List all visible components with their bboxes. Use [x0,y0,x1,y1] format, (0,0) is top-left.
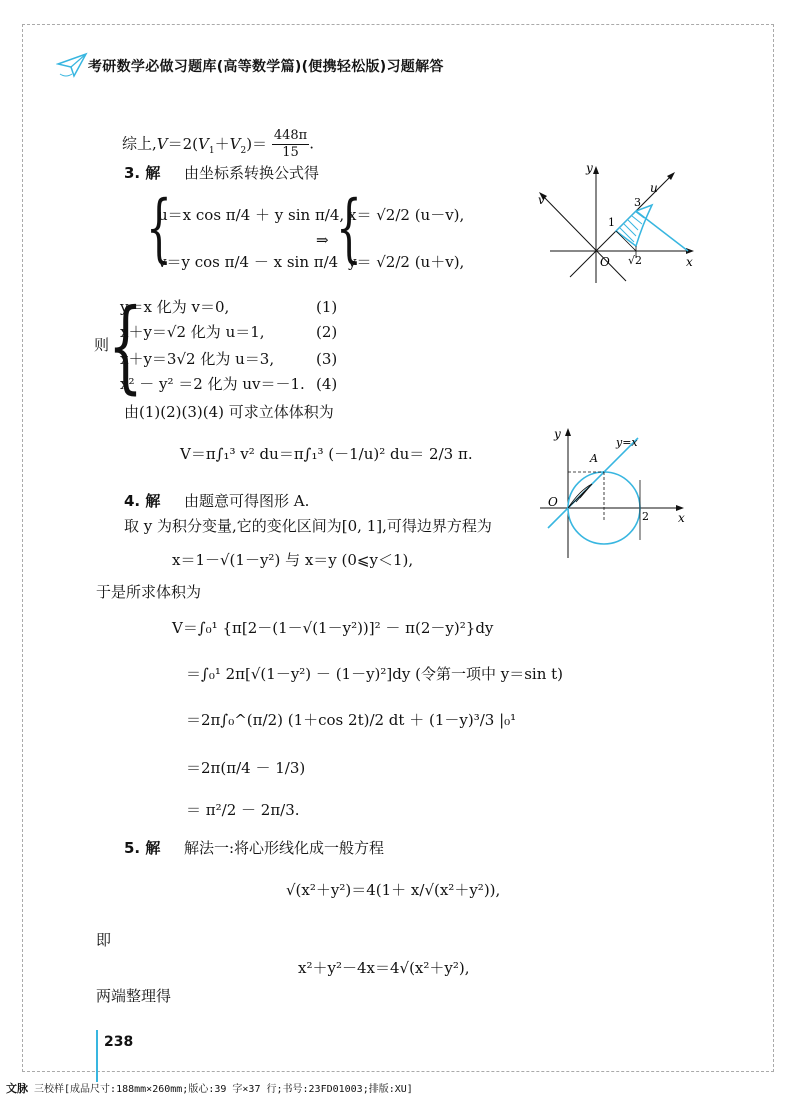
expanded-equation: x²＋y²－4x＝4√(x²＋y²), [298,959,470,977]
footer-brand: 文脉 [6,1082,28,1095]
footer-text: 三校样[成品尺寸:188mm×260mm;版心:39 字×37 行;书号:23FD01003;排版:XU] [34,1084,413,1095]
equation-x: x＝ √2/2 (u－v), [348,206,465,224]
fig2-two-label: 2 [642,510,649,523]
fig2-x-label: x [678,511,685,525]
problem-4-line2: 取 y 为积分变量,它的变化区间为[0, 1],可得边界方程为 [124,517,492,535]
integral-line-2: ＝∫₀¹ 2π[√(1－y²) － (1－y)²]dy (令第一项中 y＝sin t) [186,665,564,683]
number-4: (4) [316,375,338,393]
problem-3-label: 3. 解 [124,164,161,182]
problem-3-text: 由坐标系转换公式得 [184,164,320,182]
number-1: (1) [316,298,338,316]
ji-label: 即 [96,931,112,949]
boundary-equation: x＝1－√(1－y²) 与 x＝y (0⩽y＜1), [172,551,414,569]
number-2: (2) [316,323,338,341]
page-accent-line [96,1030,98,1082]
fig1-u-label: u [650,181,658,195]
conditions-brace: { [108,287,143,404]
problem-4-label: 4. 解 [124,492,161,510]
condition-4: x² － y² ＝2 化为 uv＝－1. [120,375,305,393]
paper-plane-logo [56,50,90,80]
volume-equation: V＝π∫₁³ v² du＝π∫₁³ (－1/u)² du＝ 2/3 π. [180,445,473,463]
problem-4-text: 由题意可得图形 A. [184,492,310,510]
left-brace: { [146,185,172,271]
condition-3: x＋y＝3√2 化为 u＝3, [120,350,275,368]
fig1-sqrt2-label: √2 [628,254,643,267]
print-footer [6,1080,413,1096]
number-3: (3) [316,350,338,368]
fig2-a-label: A [590,452,598,465]
arrow-implies: ⇒ [316,231,329,249]
right-brace: { [336,185,362,271]
figure-circle-region [520,420,690,560]
integral-line-1: V＝∫₀¹ {π[2－(1－√(1－y²))]² － π(2－y)²}dy [172,619,494,637]
integral-line-4: ＝2π(π/4 － 1/3) [186,759,306,777]
problem-5-text: 解法一:将心形线化成一般方程 [184,839,385,857]
fig1-one-label: 1 [608,216,615,229]
fig1-y-label: y [586,161,593,175]
fig2-line-label: y=x [616,436,638,449]
condition-2: x＋y＝√2 化为 u＝1, [120,323,265,341]
integral-line-5: ＝ π²/2 － 2π/3. [186,801,300,819]
equation-u: u＝x cos π/4 ＋ y sin π/4, [158,206,345,224]
header-title: 考研数学必做习题库(高等数学篇)(便携轻松版)习题解答 [88,59,444,75]
condition-1: y＝x 化为 v＝0, [120,298,230,316]
cardioid-equation: √(x²＋y²)＝4(1＋ x/√(x²＋y²)), [286,881,501,899]
volume-intro: 由(1)(2)(3)(4) 可求立体体积为 [124,403,334,421]
figure-rotated-axes [530,158,700,286]
fig2-y-label: y [554,427,561,441]
fig1-x-label: x [686,255,693,269]
fig2-origin-label: O [548,495,558,509]
summary-line: 综上$,V=2(V_1+V_2)=$ $\frac{448\pi}{15}$ . [122,128,314,160]
page-number: 238 [104,1034,134,1050]
closing-line: 两端整理得 [96,987,172,1005]
ze-label: 则 [94,336,110,354]
equation-v: v＝y cos π/4 － x sin π/4 [158,253,339,271]
integral-line-3: ＝2π∫₀^(π/2) (1＋cos 2t)/2 dt ＋ (1－y)³/3 |₀¹ [186,711,517,729]
fig1-three-label: 3 [634,196,641,209]
equation-y: y＝ √2/2 (u＋v), [348,253,465,271]
fig1-origin-label: O [600,255,610,269]
volume-label: 于是所求体积为 [96,583,202,601]
problem-5-label: 5. 解 [124,839,161,857]
fig1-v-label: v [538,193,545,207]
